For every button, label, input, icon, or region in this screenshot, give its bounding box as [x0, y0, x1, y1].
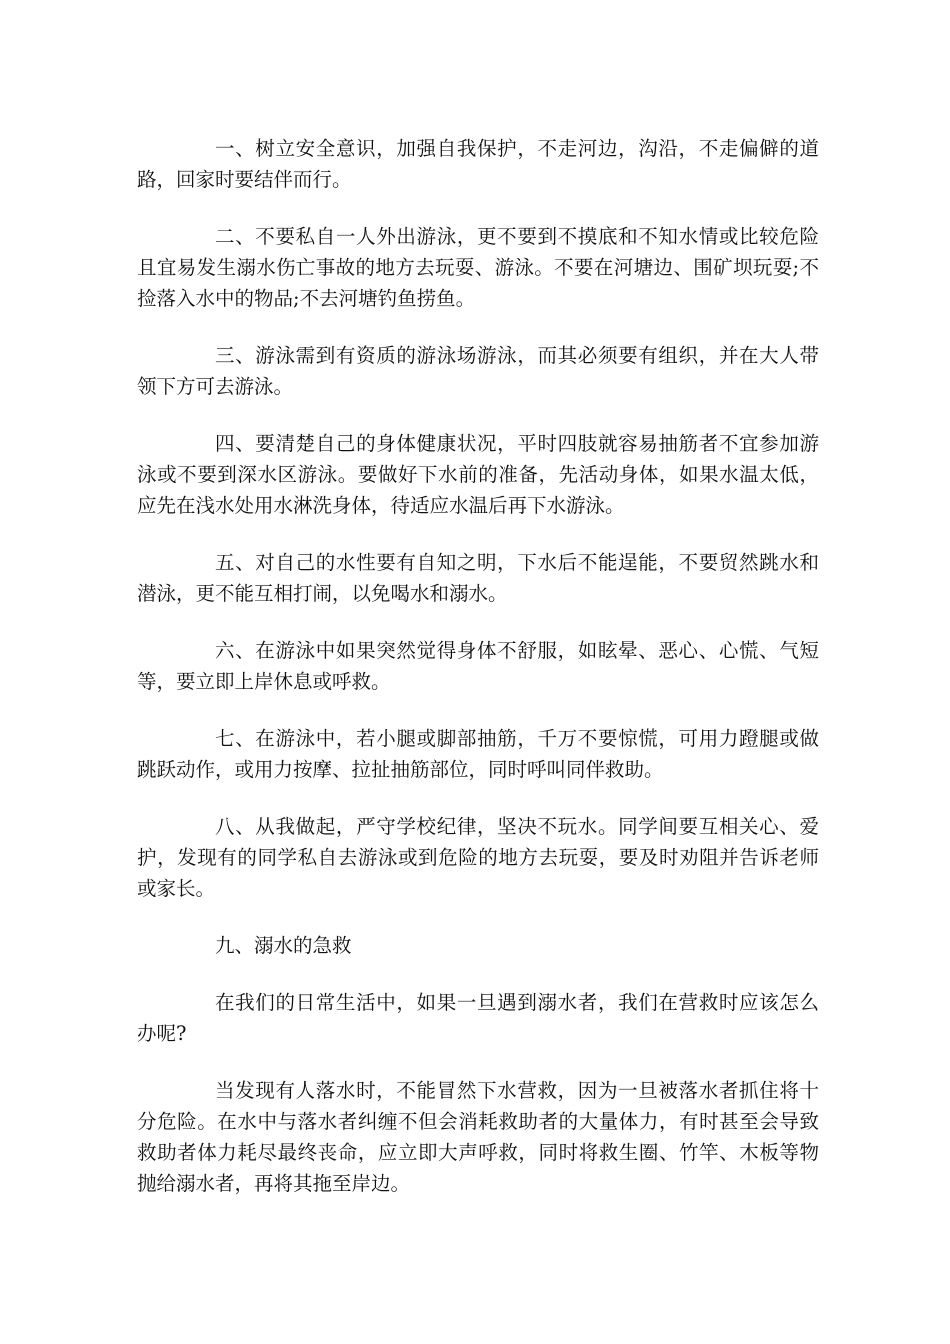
paragraph-1: 一、树立安全意识，加强自我保护，不走河边，沟沿，不走偏僻的道路，回家时要结伴而行。 [137, 137, 819, 191]
paragraph-6: 六、在游泳中如果突然觉得身体不舒服，如眩晕、恶心、心慌、气短等，要立即上岸休息或呼救。 [137, 639, 819, 693]
paragraph-11: 当发现有人落水时，不能冒然下水营救，因为一旦被落水者抓住将十分危险。在水中与落水者纠缠不但会消耗救助者的大量体力，有时甚至会导致救助者体力耗尽最终丧命，应立即大声呼救，同时将救生圈、竹竿、木板等物抛给溺水者，再将其拖至岸边。 [137, 1079, 819, 1195]
paragraph-5: 五、对自己的水性要有自知之明，下水后不能逞能，不要贸然跳水和潜泳，更不能互相打闹，以免喝水和溺水。 [137, 551, 819, 605]
paragraph-7: 七、在游泳中，若小腿或脚部抽筋，千万不要惊慌，可用力蹬腿或做跳跃动作，或用力按摩、拉扯抽筋部位，同时呼叫同伴救助。 [137, 727, 819, 781]
paragraph-4: 四、要清楚自己的身体健康状况，平时四肢就容易抽筋者不宜参加游泳或不要到深水区游泳。要做好下水前的准备，先活动身体，如果水温太低，应先在浅水处用水淋洗身体，待适应水温后再下水游泳。 [137, 432, 819, 517]
paragraph-8: 八、从我做起，严守学校纪律，坚决不玩水。同学间要互相关心、爱护，发现有的同学私自去游泳或到危险的地方去玩耍，要及时劝阻并告诉老师或家长。 [137, 815, 819, 900]
document-body [137, 133, 819, 1225]
section-heading-first-aid: 九、溺水的急救 [215, 934, 352, 957]
paragraph-10: 在我们的日常生活中，如果一旦遇到溺水者，我们在营救时应该怎么办呢? [137, 991, 819, 1045]
paragraph-2: 二、不要私自一人外出游泳，更不要到不摸底和不知水情或比较危险且宜易发生溺水伤亡事故的地方去玩耍、游泳。不要在河塘边、围矿坝玩耍;不捡落入水中的物品;不去河塘钓鱼捞鱼。 [137, 225, 819, 310]
paragraph-3: 三、游泳需到有资质的游泳场游泳，而其必须要有组织，并在大人带领下方可去游泳。 [137, 344, 819, 398]
